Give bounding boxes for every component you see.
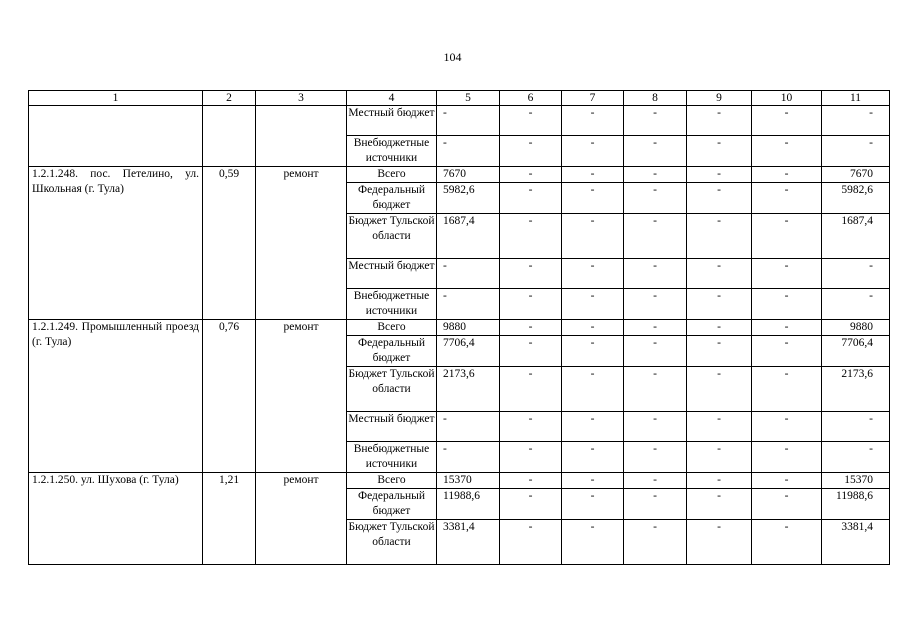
column-number-cell: 10 <box>752 91 822 106</box>
value-cell: - <box>752 289 822 320</box>
column-number-cell: 8 <box>624 91 687 106</box>
value-cell: - <box>687 489 752 520</box>
value-cell: - <box>500 167 562 183</box>
value-cell: - <box>687 106 752 136</box>
value-cell: - <box>500 336 562 367</box>
value-cell: - <box>687 473 752 489</box>
value-cell: - <box>500 489 562 520</box>
value-cell: - <box>500 259 562 289</box>
value-cell: - <box>624 520 687 565</box>
value-cell: - <box>822 106 890 136</box>
funding-source-cell: Всего <box>347 473 437 489</box>
value-cell: - <box>624 289 687 320</box>
value-cell: - <box>500 214 562 259</box>
value-cell: - <box>437 136 500 167</box>
value-cell: - <box>500 367 562 412</box>
work-type-cell <box>256 106 347 167</box>
object-name-cell <box>29 106 203 167</box>
value-cell: - <box>624 442 687 473</box>
object-name-cell: 1.2.1.248. пос. Петелино, ул. Школьная (г. Тула) <box>29 167 203 320</box>
value-cell: 7670 <box>437 167 500 183</box>
value-cell: - <box>822 136 890 167</box>
value-cell: 3381,4 <box>822 520 890 565</box>
value-cell: - <box>822 289 890 320</box>
value-cell: - <box>624 412 687 442</box>
value-cell: - <box>687 167 752 183</box>
value-cell: - <box>687 520 752 565</box>
value-cell: - <box>687 442 752 473</box>
value-cell: 3381,4 <box>437 520 500 565</box>
value-cell: - <box>687 183 752 214</box>
value-cell: 1687,4 <box>822 214 890 259</box>
value-cell: - <box>500 520 562 565</box>
value-cell: - <box>752 442 822 473</box>
funding-source-cell: Всего <box>347 167 437 183</box>
column-number-row <box>29 91 890 106</box>
value-cell: - <box>752 106 822 136</box>
work-type-cell: ремонт <box>256 167 347 320</box>
funding-source-cell: Внебюджетные источники <box>347 442 437 473</box>
column-number-cell: 2 <box>203 91 256 106</box>
funding-source-cell: Бюджет Тульской области <box>347 520 437 565</box>
value-cell: - <box>562 442 624 473</box>
value-cell: - <box>500 183 562 214</box>
value-cell: - <box>624 183 687 214</box>
length-cell <box>203 106 256 167</box>
funding-source-cell: Местный бюджет <box>347 412 437 442</box>
value-cell: - <box>624 489 687 520</box>
work-type-cell: ремонт <box>256 320 347 473</box>
value-cell: - <box>562 214 624 259</box>
object-name-cell: 1.2.1.249. Промышленный проезд (г. Тула) <box>29 320 203 473</box>
column-number-cell: 11 <box>822 91 890 106</box>
value-cell: - <box>752 412 822 442</box>
funding-source-cell: Федеральный бюджет <box>347 183 437 214</box>
column-number-cell: 6 <box>500 91 562 106</box>
object-name-cell: 1.2.1.250. ул. Шухова (г. Тула) <box>29 473 203 565</box>
funding-source-cell: Бюджет Тульской области <box>347 214 437 259</box>
value-cell: - <box>562 489 624 520</box>
value-cell: - <box>562 320 624 336</box>
value-cell: 15370 <box>822 473 890 489</box>
value-cell: - <box>624 367 687 412</box>
value-cell: 5982,6 <box>437 183 500 214</box>
value-cell: - <box>562 367 624 412</box>
value-cell: - <box>687 259 752 289</box>
value-cell: - <box>687 367 752 412</box>
value-cell: - <box>437 412 500 442</box>
value-cell: - <box>562 412 624 442</box>
value-cell: - <box>752 320 822 336</box>
funding-source-cell: Внебюджетные источники <box>347 136 437 167</box>
value-cell: - <box>687 412 752 442</box>
value-cell: 7706,4 <box>437 336 500 367</box>
value-cell: - <box>752 259 822 289</box>
value-cell: - <box>562 336 624 367</box>
value-cell: - <box>752 473 822 489</box>
table-row <box>29 320 890 336</box>
column-number-cell: 9 <box>687 91 752 106</box>
value-cell: - <box>437 259 500 289</box>
value-cell: - <box>562 259 624 289</box>
value-cell: - <box>624 106 687 136</box>
length-cell: 0,76 <box>203 320 256 473</box>
value-cell: 7670 <box>822 167 890 183</box>
budget-table <box>28 90 890 565</box>
value-cell: - <box>562 106 624 136</box>
column-number-cell: 1 <box>29 91 203 106</box>
funding-source-cell: Всего <box>347 320 437 336</box>
length-cell: 0,59 <box>203 167 256 320</box>
value-cell: 2173,6 <box>822 367 890 412</box>
funding-source-cell: Бюджет Тульской области <box>347 367 437 412</box>
table-row <box>29 473 890 489</box>
value-cell: 11988,6 <box>822 489 890 520</box>
value-cell: - <box>500 473 562 489</box>
column-number-cell: 3 <box>256 91 347 106</box>
column-number-cell: 5 <box>437 91 500 106</box>
value-cell: - <box>624 259 687 289</box>
work-type-cell: ремонт <box>256 473 347 565</box>
value-cell: - <box>687 214 752 259</box>
column-number-cell: 4 <box>347 91 437 106</box>
funding-source-cell: Местный бюджет <box>347 259 437 289</box>
value-cell: - <box>822 412 890 442</box>
funding-source-cell: Федеральный бюджет <box>347 489 437 520</box>
value-cell: - <box>687 289 752 320</box>
value-cell: - <box>562 520 624 565</box>
value-cell: - <box>752 136 822 167</box>
value-cell: - <box>500 320 562 336</box>
value-cell: - <box>437 106 500 136</box>
value-cell: - <box>752 214 822 259</box>
table-row <box>29 167 890 183</box>
value-cell: - <box>500 412 562 442</box>
value-cell: - <box>687 136 752 167</box>
value-cell: - <box>624 473 687 489</box>
value-cell: - <box>687 320 752 336</box>
value-cell: - <box>562 183 624 214</box>
value-cell: - <box>562 136 624 167</box>
value-cell: - <box>624 320 687 336</box>
value-cell: 9880 <box>437 320 500 336</box>
value-cell: 1687,4 <box>437 214 500 259</box>
page-number: 104 <box>443 50 462 64</box>
table-row <box>29 106 890 136</box>
value-cell: 5982,6 <box>822 183 890 214</box>
value-cell: - <box>752 167 822 183</box>
value-cell: - <box>500 442 562 473</box>
value-cell: - <box>624 136 687 167</box>
value-cell: - <box>562 473 624 489</box>
value-cell: - <box>822 442 890 473</box>
value-cell: - <box>687 336 752 367</box>
value-cell: 7706,4 <box>822 336 890 367</box>
value-cell: 2173,6 <box>437 367 500 412</box>
column-number-cell: 7 <box>562 91 624 106</box>
value-cell: - <box>562 289 624 320</box>
value-cell: 11988,6 <box>437 489 500 520</box>
value-cell: - <box>624 167 687 183</box>
value-cell: - <box>624 336 687 367</box>
value-cell: - <box>752 520 822 565</box>
value-cell: - <box>752 367 822 412</box>
value-cell: - <box>500 136 562 167</box>
value-cell: - <box>752 183 822 214</box>
value-cell: - <box>624 214 687 259</box>
value-cell: - <box>752 489 822 520</box>
value-cell: 15370 <box>437 473 500 489</box>
value-cell: - <box>500 289 562 320</box>
funding-source-cell: Федеральный бюджет <box>347 336 437 367</box>
value-cell: - <box>437 289 500 320</box>
funding-source-cell: Местный бюджет <box>347 106 437 136</box>
funding-source-cell: Внебюджетные источники <box>347 289 437 320</box>
value-cell: - <box>822 259 890 289</box>
value-cell: - <box>752 336 822 367</box>
length-cell: 1,21 <box>203 473 256 565</box>
value-cell: 9880 <box>822 320 890 336</box>
value-cell: - <box>500 106 562 136</box>
value-cell: - <box>437 442 500 473</box>
value-cell: - <box>562 167 624 183</box>
